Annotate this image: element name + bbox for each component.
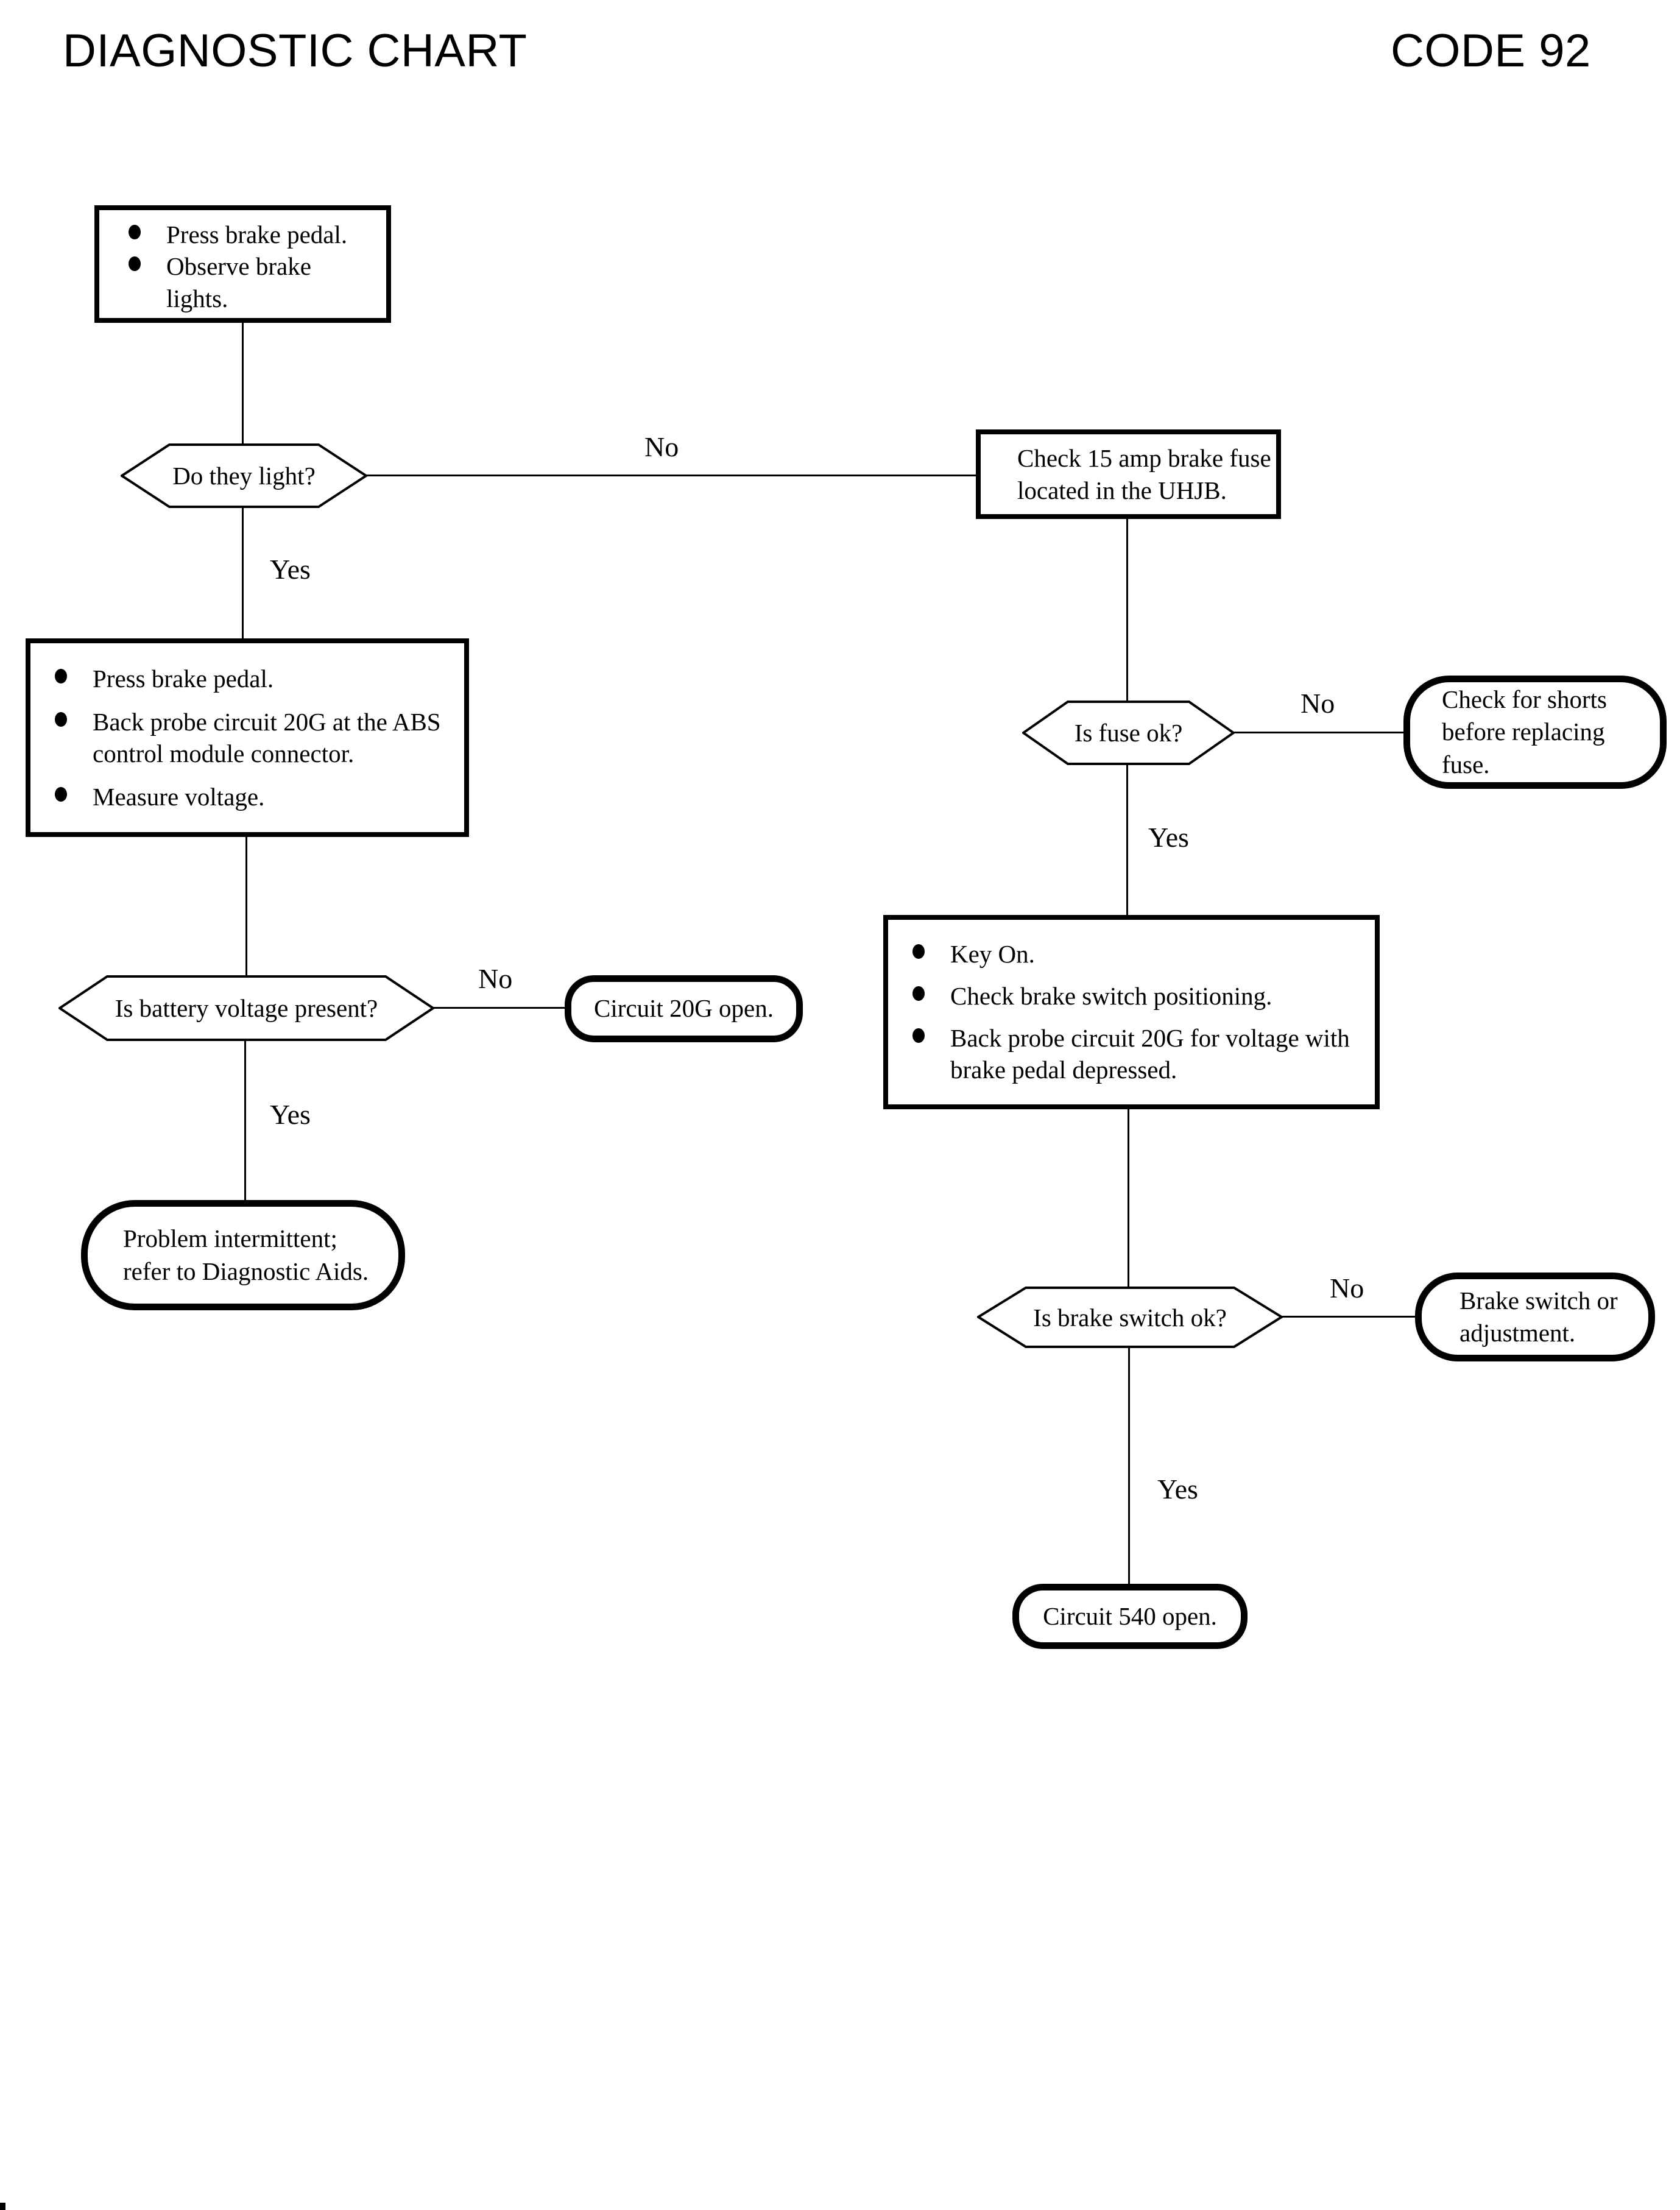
edge-label-yes: Yes bbox=[1148, 822, 1189, 853]
pill-text-line: Check for shorts bbox=[1442, 685, 1608, 714]
connector-start-dolight bbox=[242, 321, 244, 445]
bullet-icon bbox=[55, 787, 67, 802]
brake-switch-adjustment-pill bbox=[1415, 1273, 1655, 1361]
bullet-text: Key On. bbox=[950, 940, 1035, 969]
list-item bbox=[912, 938, 1368, 970]
bullet-text-line: Back probe circuit 20G for voltage with bbox=[950, 1023, 1350, 1052]
connector-battery-no bbox=[433, 1007, 566, 1009]
decision-battery-voltage bbox=[58, 975, 434, 1041]
pill-text-line: Problem intermittent; bbox=[123, 1224, 337, 1253]
decision-do-they-light bbox=[121, 443, 367, 508]
back-probe-box bbox=[26, 638, 469, 837]
decision-label: Do they light? bbox=[172, 462, 316, 490]
pill-text-line: refer to Diagnostic Aids. bbox=[123, 1257, 369, 1285]
circuit-540-open-pill bbox=[1012, 1584, 1248, 1649]
bullet-icon bbox=[129, 225, 141, 239]
box-text-line: located in the UHJB. bbox=[1017, 476, 1227, 504]
edge-label-no: No bbox=[1301, 688, 1335, 719]
bullet-icon bbox=[129, 256, 141, 271]
problem-intermittent-pill bbox=[81, 1200, 405, 1310]
bullet-icon bbox=[55, 669, 67, 683]
list-item bbox=[55, 663, 457, 694]
bullet-text: Press brake pedal. bbox=[166, 221, 348, 249]
pill-text: Circuit 540 open. bbox=[1043, 1601, 1217, 1630]
bullet-icon bbox=[912, 1028, 925, 1043]
list-item bbox=[55, 781, 457, 813]
bullet-icon bbox=[912, 986, 925, 1001]
bullet-icon bbox=[55, 712, 67, 727]
list-item bbox=[912, 1022, 1368, 1086]
connector-dolight-yes bbox=[242, 507, 244, 640]
pill-text-line: Brake switch or bbox=[1459, 1286, 1618, 1315]
edge-label-no: No bbox=[478, 963, 513, 994]
list-item bbox=[129, 219, 379, 250]
edge-label-no: No bbox=[644, 431, 679, 462]
connector-brakeswitch-yes bbox=[1128, 1347, 1130, 1585]
page-title: DIAGNOSTIC CHART bbox=[63, 25, 528, 77]
box-text-line: Check 15 amp brake fuse bbox=[1017, 444, 1271, 473]
bullet-text: Observe brake lights. bbox=[166, 252, 311, 312]
connector-dolight-no bbox=[366, 475, 977, 476]
pill-text-line: adjustment. bbox=[1459, 1319, 1576, 1347]
edge-label-yes: Yes bbox=[1157, 1474, 1198, 1505]
bullet-text: Measure voltage. bbox=[93, 782, 265, 811]
decision-fuse-ok bbox=[1022, 701, 1235, 765]
connector-backprobe-battery bbox=[245, 836, 247, 976]
bullet-text bbox=[93, 706, 441, 770]
bullet-text-line: brake pedal depressed. bbox=[950, 1056, 1177, 1084]
list-item bbox=[912, 980, 1368, 1012]
bullet-text-line: Back probe circuit 20G at the ABS bbox=[93, 707, 441, 736]
connector-keyon-brakeswitch bbox=[1128, 1108, 1129, 1288]
list-item bbox=[129, 250, 379, 314]
decision-label: Is battery voltage present? bbox=[115, 994, 378, 1022]
start-box bbox=[94, 205, 391, 323]
bullet-text: Press brake pedal. bbox=[93, 665, 274, 693]
circuit-20g-open-pill bbox=[565, 975, 803, 1042]
decision-brake-switch bbox=[977, 1287, 1283, 1348]
key-on-box bbox=[883, 915, 1380, 1109]
check-fuse-box bbox=[976, 429, 1281, 519]
edge-label-yes: Yes bbox=[270, 554, 311, 585]
connector-battery-yes bbox=[244, 1040, 246, 1201]
connector-brakeswitch-no bbox=[1282, 1316, 1415, 1318]
pill-text-line: fuse. bbox=[1442, 750, 1490, 778]
list-item bbox=[55, 706, 457, 770]
bullet-text-line: control module connector. bbox=[93, 740, 355, 768]
bullet-text: Check brake switch positioning. bbox=[950, 982, 1272, 1011]
check-shorts-pill bbox=[1403, 676, 1667, 789]
pill-text-line: before replacing bbox=[1442, 718, 1605, 746]
bullet-text bbox=[950, 1022, 1350, 1086]
connector-fuseok-yes bbox=[1126, 764, 1128, 916]
edge-label-yes: Yes bbox=[270, 1099, 311, 1130]
decision-label: Is fuse ok? bbox=[1074, 719, 1183, 747]
bullet-icon bbox=[912, 944, 925, 959]
page-corner-mark bbox=[0, 2203, 5, 2210]
connector-checkfuse-fuseok bbox=[1126, 518, 1128, 702]
connector-fuseok-no bbox=[1234, 732, 1405, 733]
decision-label: Is brake switch ok? bbox=[1033, 1303, 1227, 1332]
edge-label-no: No bbox=[1330, 1273, 1364, 1304]
code-number: CODE 92 bbox=[1391, 25, 1591, 77]
pill-text: Circuit 20G open. bbox=[594, 994, 774, 1023]
